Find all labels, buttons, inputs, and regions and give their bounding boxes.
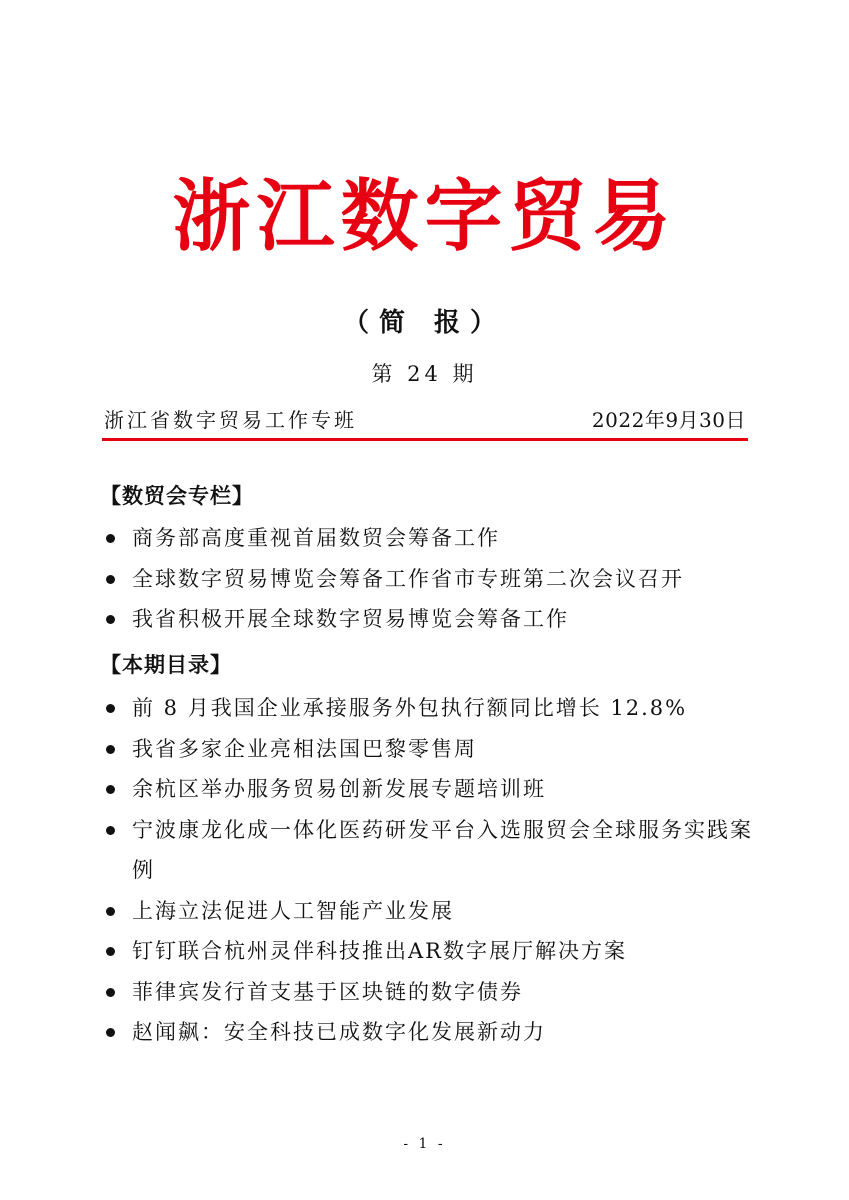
list-item-text: 前 8 月我国企业承接服务外包执行额同比增长 12.8% bbox=[132, 696, 688, 720]
list-item bbox=[104, 729, 754, 770]
list-item bbox=[104, 688, 754, 729]
contents-list bbox=[104, 688, 754, 1053]
list-item-text: 我省积极开展全球数字贸易博览会筹备工作 bbox=[132, 607, 569, 631]
list-item-text: 全球数字贸易博览会筹备工作省市专班第二次会议召开 bbox=[132, 566, 684, 591]
list-item bbox=[104, 972, 754, 1013]
list-item-text: 商务部高度重视首届数贸会筹备工作 bbox=[132, 526, 500, 550]
list-item bbox=[104, 891, 754, 932]
bullet-icon bbox=[106, 575, 115, 584]
issue-number: 第 24 期 bbox=[371, 362, 478, 386]
list-item-text: 余杭区举办服务贸易创新发展专题培训班 bbox=[132, 777, 546, 801]
bullet-icon bbox=[106, 826, 115, 835]
list-item bbox=[104, 931, 754, 972]
bullet-icon bbox=[106, 1028, 115, 1037]
issuer-row bbox=[104, 410, 746, 430]
list-item bbox=[104, 1012, 754, 1053]
list-item-text: 宁波康龙化成一体化医药研发平台入选服贸会全球服务实践案例 bbox=[132, 817, 753, 882]
issuer-name: 浙江省数字贸易工作专班 bbox=[104, 408, 357, 432]
newsletter-title: 浙江数字贸易 bbox=[172, 171, 677, 262]
list-item-text: 我省多家企业亮相法国巴黎零售周 bbox=[132, 736, 477, 761]
newsletter-subtitle: （简 报） bbox=[342, 308, 507, 338]
list-item-text: 菲律宾发行首支基于区块链的数字债券 bbox=[132, 979, 523, 1004]
expo-column-heading: 【数贸会专栏】 bbox=[100, 484, 254, 508]
bullet-icon bbox=[106, 785, 115, 794]
contents-heading: 【本期目录】 bbox=[100, 653, 232, 677]
list-item bbox=[104, 559, 764, 600]
bullet-icon bbox=[106, 534, 115, 543]
bullet-icon bbox=[106, 907, 115, 916]
list-item bbox=[104, 810, 754, 891]
list-item-text: 钉钉联合杭州灵伴科技推出AR数字展厅解决方案 bbox=[132, 939, 627, 963]
list-item-text: 上海立法促进人工智能产业发展 bbox=[132, 898, 454, 923]
red-divider-rule bbox=[102, 438, 748, 441]
expo-column-list bbox=[104, 518, 764, 640]
list-item bbox=[104, 769, 754, 810]
list-item-text: 赵闻飙：安全科技已成数字化发展新动力 bbox=[132, 1020, 546, 1044]
bullet-icon bbox=[106, 947, 115, 956]
bullet-icon bbox=[106, 988, 115, 997]
bullet-icon bbox=[106, 704, 115, 713]
bullet-icon bbox=[106, 615, 115, 624]
list-item bbox=[104, 518, 764, 559]
page-number: - 1 - bbox=[403, 1136, 446, 1152]
list-item bbox=[104, 599, 764, 640]
bullet-icon bbox=[106, 745, 115, 754]
issue-date: 2022年9月30日 bbox=[591, 408, 746, 432]
